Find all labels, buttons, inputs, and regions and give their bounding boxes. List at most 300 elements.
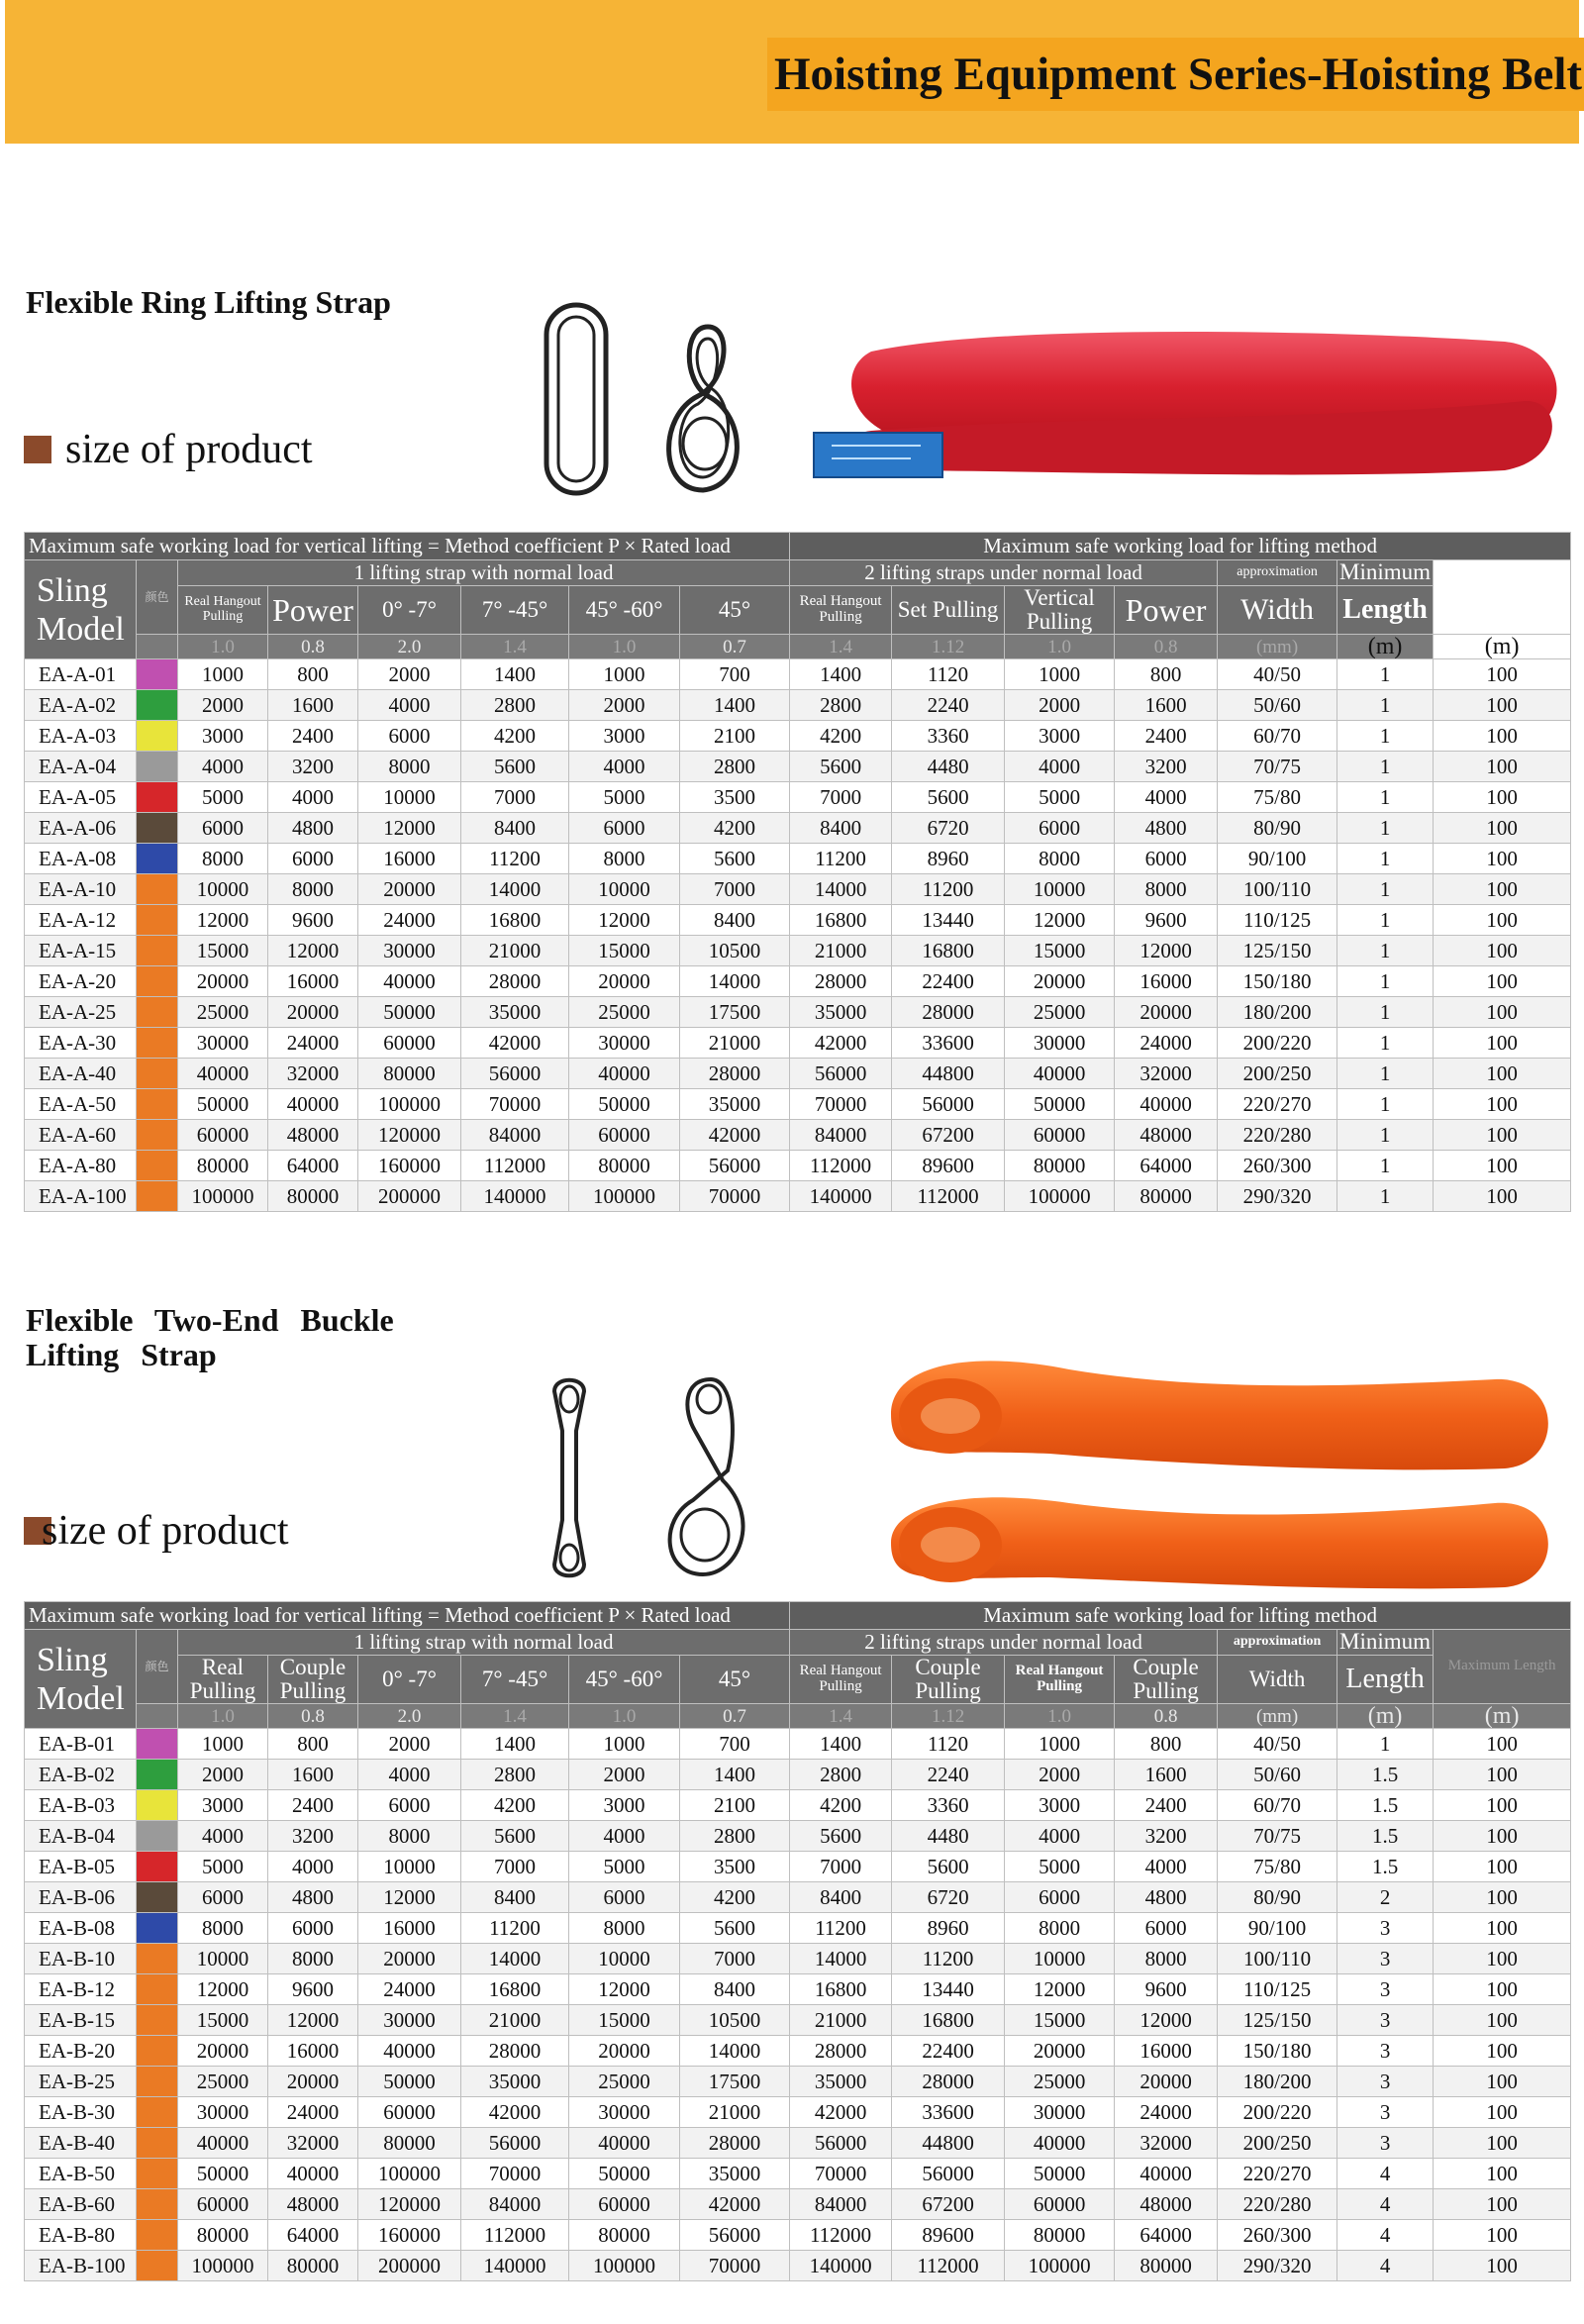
buckle-strap-diagram xyxy=(535,1371,812,1589)
table-row xyxy=(25,1151,1571,1181)
value-cell: 140000 xyxy=(461,2251,569,2281)
value-cell: 56000 xyxy=(461,2128,569,2159)
table-row xyxy=(25,1181,1571,1212)
value-cell: 1400 xyxy=(680,1760,790,1790)
value-cell: 1 xyxy=(1337,1028,1434,1059)
value-cell: 60000 xyxy=(569,1120,680,1151)
table-row xyxy=(25,1913,1571,1944)
value-cell: 20000 xyxy=(268,997,358,1028)
value-cell: 30000 xyxy=(358,2005,461,2036)
value-cell: 48000 xyxy=(268,2189,358,2220)
value-cell: 28000 xyxy=(892,997,1005,1028)
value-cell: 8000 xyxy=(268,1944,358,1974)
value-cell: 4800 xyxy=(268,813,358,844)
value-cell: 3 xyxy=(1337,2005,1434,2036)
value-cell: 100 xyxy=(1434,813,1571,844)
value-cell: 2240 xyxy=(892,1760,1005,1790)
value-cell: 70000 xyxy=(461,2159,569,2189)
value-cell: 50000 xyxy=(1005,1089,1115,1120)
spec-table-buckle-strap xyxy=(24,1601,1571,2281)
value-cell: 16000 xyxy=(358,1913,461,1944)
value-cell: 200/220 xyxy=(1218,1028,1337,1059)
value-cell: 10500 xyxy=(680,2005,790,2036)
table-row xyxy=(25,874,1571,905)
value-cell: 100 xyxy=(1434,2097,1571,2128)
value-cell: 1 xyxy=(1337,752,1434,782)
model-cell: EA-A-30 xyxy=(25,1028,137,1059)
value-cell: 33600 xyxy=(892,1028,1005,1059)
table-row xyxy=(25,2097,1571,2128)
model-cell: EA-B-08 xyxy=(25,1913,137,1944)
unit-width: (mm) xyxy=(1218,635,1337,659)
coef-10: 0.8 xyxy=(1115,1704,1218,1729)
model-cell: EA-B-25 xyxy=(25,2067,137,2097)
value-cell: 4800 xyxy=(1115,1882,1218,1913)
coef-2: 0.8 xyxy=(268,635,358,659)
value-cell: 20000 xyxy=(178,966,268,997)
model-cell: EA-B-12 xyxy=(25,1974,137,2005)
max-length-header xyxy=(1434,560,1571,635)
table-row xyxy=(25,2220,1571,2251)
table-row xyxy=(25,813,1571,844)
value-cell: 32000 xyxy=(268,1059,358,1089)
model-cell: EA-B-05 xyxy=(25,1852,137,1882)
col-0-7: 0° -7° xyxy=(358,1656,461,1704)
value-cell: 2000 xyxy=(569,690,680,721)
value-cell: 6000 xyxy=(1115,844,1218,874)
value-cell: 28000 xyxy=(461,2036,569,2067)
value-cell: 20000 xyxy=(1115,2067,1218,2097)
coef-7: 1.4 xyxy=(790,1704,892,1729)
value-cell: 16800 xyxy=(461,1974,569,2005)
table-row xyxy=(25,2036,1571,2067)
value-cell: 3360 xyxy=(892,721,1005,752)
model-cell: EA-B-50 xyxy=(25,2159,137,2189)
value-cell: 2800 xyxy=(461,690,569,721)
value-cell: 24000 xyxy=(268,2097,358,2128)
value-cell: 12000 xyxy=(1115,2005,1218,2036)
col-couple-pulling-2: Couple Pulling xyxy=(892,1656,1005,1704)
coef-5: 1.0 xyxy=(569,1704,680,1729)
value-cell: 1400 xyxy=(461,659,569,690)
value-cell: 11200 xyxy=(790,844,892,874)
color-swatch xyxy=(137,659,178,690)
col-45-60: 45° -60° xyxy=(569,586,680,635)
value-cell: 5000 xyxy=(178,1852,268,1882)
value-cell: 80000 xyxy=(569,2220,680,2251)
value-cell: 70/75 xyxy=(1218,752,1337,782)
value-cell: 5600 xyxy=(680,1913,790,1944)
value-cell: 7000 xyxy=(680,874,790,905)
minimum-header: Minimum xyxy=(1337,1630,1434,1656)
value-cell: 60000 xyxy=(1005,1120,1115,1151)
value-cell: 16000 xyxy=(1115,2036,1218,2067)
value-cell: 9600 xyxy=(1115,1974,1218,2005)
section-title-buckle-strap: Flexible Two-End Buckle Lifting Strap xyxy=(26,1302,394,1373)
value-cell: 1600 xyxy=(1115,690,1218,721)
table-row xyxy=(25,2189,1571,2220)
unit-max: (m) xyxy=(1434,635,1571,659)
table-row xyxy=(25,1882,1571,1913)
coef-2: 0.8 xyxy=(268,1704,358,1729)
color-swatch xyxy=(137,1059,178,1089)
table-row xyxy=(25,1729,1571,1760)
value-cell: 4 xyxy=(1337,2251,1434,2281)
value-cell: 16000 xyxy=(1115,966,1218,997)
value-cell: 1 xyxy=(1337,1059,1434,1089)
table-row xyxy=(25,1852,1571,1882)
value-cell: 3200 xyxy=(268,752,358,782)
table-row xyxy=(25,752,1571,782)
value-cell: 20000 xyxy=(1005,2036,1115,2067)
value-cell: 3 xyxy=(1337,1913,1434,1944)
value-cell: 32000 xyxy=(268,2128,358,2159)
value-cell: 100 xyxy=(1434,1974,1571,2005)
value-cell: 6720 xyxy=(892,1882,1005,1913)
value-cell: 100000 xyxy=(178,1181,268,1212)
value-cell: 7000 xyxy=(680,1944,790,1974)
value-cell: 2400 xyxy=(1115,721,1218,752)
value-cell: 100 xyxy=(1434,1852,1571,1882)
value-cell: 42000 xyxy=(461,1028,569,1059)
table-body xyxy=(25,659,1571,1212)
value-cell: 4000 xyxy=(178,1821,268,1852)
model-cell: EA-B-100 xyxy=(25,2251,137,2281)
col-length: Length xyxy=(1337,586,1434,635)
value-cell: 20000 xyxy=(1115,997,1218,1028)
value-cell: 3200 xyxy=(1115,752,1218,782)
value-cell: 15000 xyxy=(569,2005,680,2036)
coef-4: 1.4 xyxy=(461,635,569,659)
value-cell: 220/270 xyxy=(1218,1089,1337,1120)
value-cell: 60000 xyxy=(178,2189,268,2220)
model-cell: EA-B-60 xyxy=(25,2189,137,2220)
table-row xyxy=(25,1790,1571,1821)
value-cell: 25000 xyxy=(1005,2067,1115,2097)
value-cell: 112000 xyxy=(790,1151,892,1181)
value-cell: 10000 xyxy=(569,1944,680,1974)
value-cell: 100 xyxy=(1434,2220,1571,2251)
model-cell: EA-A-06 xyxy=(25,813,137,844)
value-cell: 100 xyxy=(1434,2036,1571,2067)
value-cell: 40000 xyxy=(1005,2128,1115,2159)
value-cell: 100 xyxy=(1434,2189,1571,2220)
col-0-7: 0° -7° xyxy=(358,586,461,635)
value-cell: 2800 xyxy=(790,1760,892,1790)
value-cell: 5000 xyxy=(1005,782,1115,813)
value-cell: 4000 xyxy=(268,1852,358,1882)
value-cell: 100 xyxy=(1434,1729,1571,1760)
model-cell: EA-A-12 xyxy=(25,905,137,936)
value-cell: 260/300 xyxy=(1218,1151,1337,1181)
value-cell: 100 xyxy=(1434,1790,1571,1821)
value-cell: 2000 xyxy=(1005,690,1115,721)
value-cell: 64000 xyxy=(1115,2220,1218,2251)
value-cell: 20000 xyxy=(1005,966,1115,997)
value-cell: 12000 xyxy=(358,813,461,844)
value-cell: 80000 xyxy=(358,2128,461,2159)
value-cell: 1.5 xyxy=(1337,1852,1434,1882)
value-cell: 75/80 xyxy=(1218,1852,1337,1882)
value-cell: 4000 xyxy=(358,690,461,721)
value-cell: 8000 xyxy=(178,844,268,874)
col-vertical-pulling: Vertical Pulling xyxy=(1005,586,1115,635)
value-cell: 24000 xyxy=(268,1028,358,1059)
color-swatch xyxy=(137,2067,178,2097)
value-cell: 56000 xyxy=(790,2128,892,2159)
value-cell: 200/220 xyxy=(1218,2097,1337,2128)
value-cell: 21000 xyxy=(790,2005,892,2036)
value-cell: 100000 xyxy=(569,1181,680,1212)
value-cell: 5600 xyxy=(790,752,892,782)
value-cell: 42000 xyxy=(790,2097,892,2128)
value-cell: 2000 xyxy=(1005,1760,1115,1790)
value-cell: 6000 xyxy=(1005,1882,1115,1913)
value-cell: 35000 xyxy=(790,2067,892,2097)
col-width: Width xyxy=(1218,586,1337,635)
value-cell: 14000 xyxy=(790,1944,892,1974)
value-cell: 120000 xyxy=(358,1120,461,1151)
table-row xyxy=(25,782,1571,813)
value-cell: 30000 xyxy=(178,2097,268,2128)
model-cell: EA-B-06 xyxy=(25,1882,137,1913)
value-cell: 14000 xyxy=(461,874,569,905)
value-cell: 4200 xyxy=(461,721,569,752)
value-cell: 8400 xyxy=(790,1882,892,1913)
value-cell: 50000 xyxy=(1005,2159,1115,2189)
value-cell: 100 xyxy=(1434,844,1571,874)
value-cell: 220/280 xyxy=(1218,2189,1337,2220)
value-cell: 40000 xyxy=(178,2128,268,2159)
value-cell: 8000 xyxy=(1115,874,1218,905)
value-cell: 1 xyxy=(1337,905,1434,936)
color-swatch xyxy=(137,2036,178,2067)
model-cell: EA-A-10 xyxy=(25,874,137,905)
value-cell: 1.5 xyxy=(1337,1821,1434,1852)
value-cell: 6000 xyxy=(1005,813,1115,844)
value-cell: 12000 xyxy=(1005,905,1115,936)
col-real-hangout-3: Real Hangout Pulling xyxy=(1005,1656,1115,1704)
value-cell: 21000 xyxy=(680,1028,790,1059)
value-cell: 56000 xyxy=(461,1059,569,1089)
color-swatch xyxy=(137,1028,178,1059)
value-cell: 8400 xyxy=(680,905,790,936)
value-cell: 8000 xyxy=(358,752,461,782)
value-cell: 100 xyxy=(1434,2159,1571,2189)
table-row xyxy=(25,2251,1571,2281)
value-cell: 2800 xyxy=(680,1821,790,1852)
table-top-left-header: Maximum safe working load for vertical lifting = Method coefficient P × Rated load xyxy=(25,1602,790,1630)
value-cell: 10000 xyxy=(178,1944,268,1974)
value-cell: 6000 xyxy=(178,813,268,844)
value-cell: 80000 xyxy=(268,1181,358,1212)
value-cell: 12000 xyxy=(569,1974,680,2005)
coef-3: 2.0 xyxy=(358,635,461,659)
value-cell: 4 xyxy=(1337,2220,1434,2251)
value-cell: 8000 xyxy=(268,874,358,905)
value-cell: 100 xyxy=(1434,1181,1571,1212)
value-cell: 4000 xyxy=(1005,1821,1115,1852)
table-row xyxy=(25,1089,1571,1120)
value-cell: 100 xyxy=(1434,1089,1571,1120)
value-cell: 15000 xyxy=(1005,2005,1115,2036)
value-cell: 10500 xyxy=(680,936,790,966)
color-swatch xyxy=(137,966,178,997)
col-real-hangout: Real Hangout Pulling xyxy=(178,586,268,635)
value-cell: 4200 xyxy=(461,1790,569,1821)
value-cell: 80000 xyxy=(178,2220,268,2251)
value-cell: 20000 xyxy=(358,1944,461,1974)
unit-min: (m) xyxy=(1337,635,1434,659)
value-cell: 10000 xyxy=(569,874,680,905)
color-swatch xyxy=(137,2251,178,2281)
coef-10: 0.8 xyxy=(1115,635,1218,659)
value-cell: 6000 xyxy=(358,1790,461,1821)
value-cell: 11200 xyxy=(892,874,1005,905)
col-set-pulling: Set Pulling xyxy=(892,586,1005,635)
value-cell: 16800 xyxy=(790,1974,892,2005)
value-cell: 6000 xyxy=(268,844,358,874)
color-swatch xyxy=(137,721,178,752)
value-cell: 56000 xyxy=(892,2159,1005,2189)
coef-8: 1.12 xyxy=(892,635,1005,659)
value-cell: 84000 xyxy=(790,1120,892,1151)
value-cell: 42000 xyxy=(680,1120,790,1151)
color-swatch xyxy=(137,1729,178,1760)
color-swatch xyxy=(137,1790,178,1821)
value-cell: 110/125 xyxy=(1218,1974,1337,2005)
value-cell: 100/110 xyxy=(1218,1944,1337,1974)
value-cell: 5600 xyxy=(461,752,569,782)
color-swatch xyxy=(137,2159,178,2189)
value-cell: 30000 xyxy=(569,1028,680,1059)
value-cell: 80000 xyxy=(178,1151,268,1181)
value-cell: 1.5 xyxy=(1337,1760,1434,1790)
value-cell: 30000 xyxy=(1005,1028,1115,1059)
value-cell: 120000 xyxy=(358,2189,461,2220)
model-cell: EA-A-03 xyxy=(25,721,137,752)
value-cell: 3500 xyxy=(680,782,790,813)
value-cell: 56000 xyxy=(892,1089,1005,1120)
value-cell: 4000 xyxy=(1115,1852,1218,1882)
value-cell: 1000 xyxy=(1005,659,1115,690)
value-cell: 4000 xyxy=(1005,752,1115,782)
value-cell: 160000 xyxy=(358,1151,461,1181)
color-swatch xyxy=(137,1151,178,1181)
value-cell: 6000 xyxy=(569,1882,680,1913)
value-cell: 100000 xyxy=(358,1089,461,1120)
value-cell: 17500 xyxy=(680,2067,790,2097)
table-row xyxy=(25,905,1571,936)
value-cell: 70000 xyxy=(790,1089,892,1120)
value-cell: 1 xyxy=(1337,1120,1434,1151)
value-cell: 4000 xyxy=(178,752,268,782)
value-cell: 22400 xyxy=(892,966,1005,997)
value-cell: 12000 xyxy=(569,905,680,936)
value-cell: 12000 xyxy=(268,2005,358,2036)
value-cell: 4000 xyxy=(569,752,680,782)
value-cell: 25000 xyxy=(178,997,268,1028)
value-cell: 80000 xyxy=(1115,2251,1218,2281)
value-cell: 8000 xyxy=(569,844,680,874)
value-cell: 11200 xyxy=(461,1913,569,1944)
color-swatch xyxy=(137,813,178,844)
unit-min: (m) xyxy=(1337,1704,1434,1729)
value-cell: 60000 xyxy=(358,2097,461,2128)
col-45-60: 45° -60° xyxy=(569,1656,680,1704)
value-cell: 4480 xyxy=(892,752,1005,782)
color-swatch xyxy=(137,1120,178,1151)
value-cell: 2000 xyxy=(178,1760,268,1790)
value-cell: 14000 xyxy=(680,2036,790,2067)
value-cell: 80/90 xyxy=(1218,1882,1337,1913)
value-cell: 15000 xyxy=(178,936,268,966)
value-cell: 8400 xyxy=(790,813,892,844)
value-cell: 7000 xyxy=(790,782,892,813)
value-cell: 28000 xyxy=(892,2067,1005,2097)
value-cell: 4200 xyxy=(680,813,790,844)
value-cell: 15000 xyxy=(1005,936,1115,966)
value-cell: 80000 xyxy=(1005,1151,1115,1181)
value-cell: 112000 xyxy=(790,2220,892,2251)
value-cell: 16000 xyxy=(268,2036,358,2067)
value-cell: 24000 xyxy=(1115,1028,1218,1059)
value-cell: 1400 xyxy=(790,1729,892,1760)
value-cell: 3000 xyxy=(569,1790,680,1821)
value-cell: 40000 xyxy=(1115,1089,1218,1120)
value-cell: 1000 xyxy=(178,659,268,690)
value-cell: 3 xyxy=(1337,2036,1434,2067)
model-cell: EA-B-10 xyxy=(25,1944,137,1974)
color-swatch xyxy=(137,874,178,905)
value-cell: 3000 xyxy=(1005,721,1115,752)
ring-strap-diagram xyxy=(535,297,812,505)
value-cell: 35000 xyxy=(790,997,892,1028)
value-cell: 16800 xyxy=(461,905,569,936)
value-cell: 2800 xyxy=(680,752,790,782)
value-cell: 4 xyxy=(1337,2159,1434,2189)
value-cell: 28000 xyxy=(680,1059,790,1089)
value-cell: 67200 xyxy=(892,2189,1005,2220)
value-cell: 2400 xyxy=(268,721,358,752)
table-row xyxy=(25,1028,1571,1059)
value-cell: 6000 xyxy=(358,721,461,752)
value-cell: 9600 xyxy=(268,1974,358,2005)
value-cell: 125/150 xyxy=(1218,2005,1337,2036)
value-cell: 8000 xyxy=(569,1913,680,1944)
value-cell: 50/60 xyxy=(1218,1760,1337,1790)
table-row xyxy=(25,2067,1571,2097)
value-cell: 2000 xyxy=(178,690,268,721)
value-cell: 200/250 xyxy=(1218,2128,1337,2159)
value-cell: 10000 xyxy=(358,1852,461,1882)
value-cell: 12000 xyxy=(178,905,268,936)
value-cell: 100 xyxy=(1434,1760,1571,1790)
coef-7: 1.4 xyxy=(790,635,892,659)
value-cell: 100000 xyxy=(1005,1181,1115,1212)
value-cell: 700 xyxy=(680,1729,790,1760)
model-cell: EA-A-20 xyxy=(25,966,137,997)
color-swatch xyxy=(137,2189,178,2220)
col-7-45: 7° -45° xyxy=(461,1656,569,1704)
color-header: 颜色 xyxy=(137,560,178,635)
value-cell: 100 xyxy=(1434,1882,1571,1913)
coef-6: 0.7 xyxy=(680,635,790,659)
value-cell: 64000 xyxy=(268,1151,358,1181)
value-cell: 220/270 xyxy=(1218,2159,1337,2189)
value-cell: 100 xyxy=(1434,1944,1571,1974)
value-cell: 13440 xyxy=(892,1974,1005,2005)
